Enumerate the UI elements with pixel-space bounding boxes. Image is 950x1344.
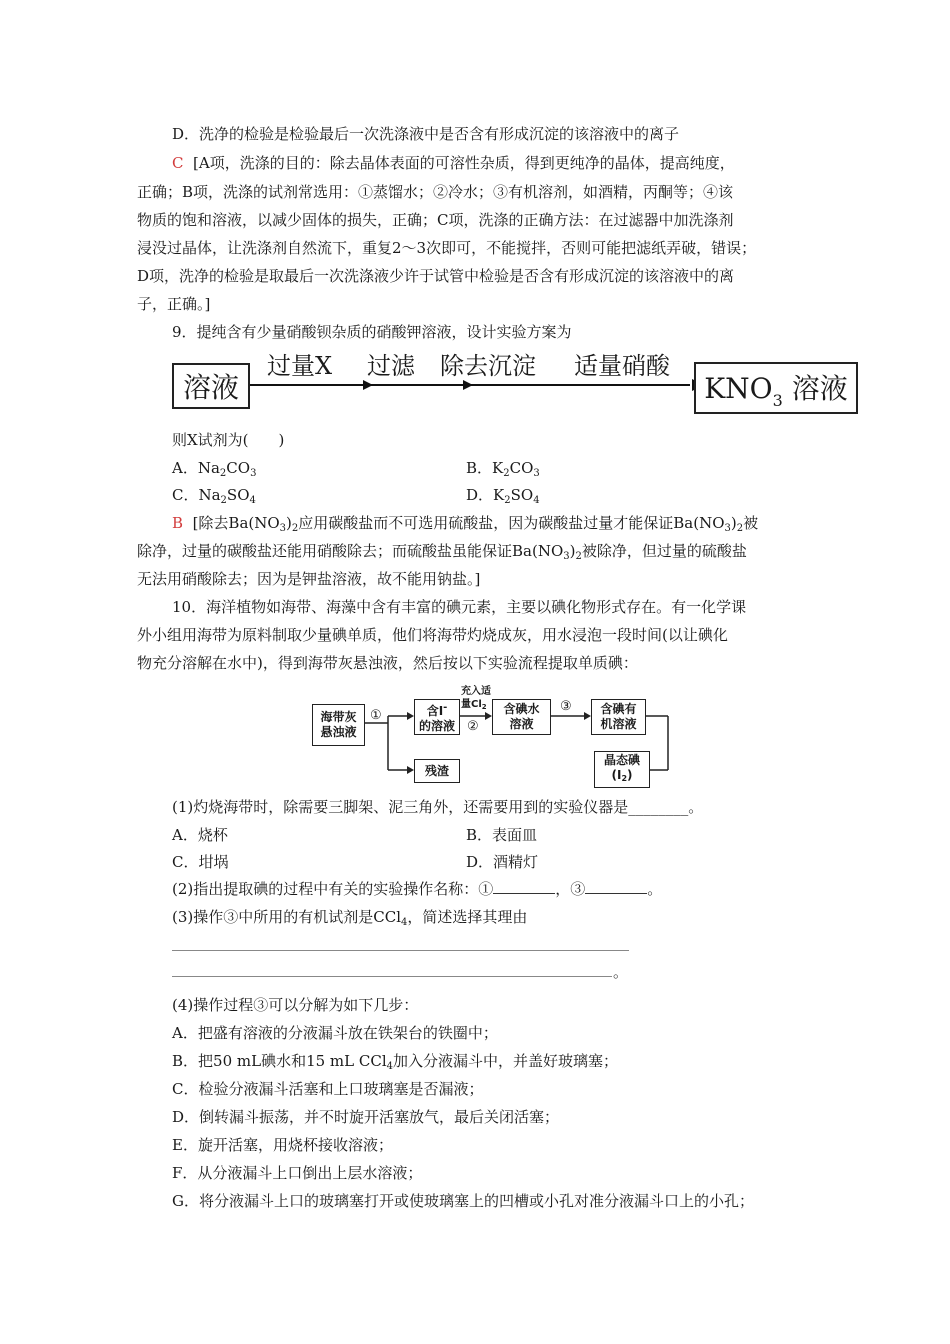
q10-part1-option-a: A．烧杯 [172, 826, 228, 844]
q9-flow-step2: 过滤 [367, 352, 415, 380]
q10-step-f: F．从分液漏斗上口倒出上层水溶液； [172, 1164, 423, 1182]
q9-option-b: B．$K_2CO_3$ [466, 459, 540, 479]
q9-answer-line-1: B [除去$Ba(NO_3)_2$应用碳酸盐而不可选用硫酸盐，因为碳酸盐过量才能保证$Ba(NO_3)_2$被 [172, 514, 759, 534]
q9-stem: 9．提纯含有少量硝酸钡杂质的硝酸钾溶液，设计实验方案为 [172, 323, 572, 341]
q10-stem-1: 10．海洋植物如海带、海藻中含有丰富的碘元素，主要以碘化物形式存在。有一化学课 [172, 598, 747, 616]
q10-part2: (2)指出提取碘的过程中有关的实验操作名称：① ，③ 。 [172, 880, 663, 898]
q10-flow-box-crystal-iodine: 晶态碘 (I2) [594, 751, 650, 788]
q10-part1-option-d: D．酒精灯 [466, 853, 539, 871]
q10-part1-option-c: C．坩埚 [172, 853, 229, 871]
q10-flow-step1: ① [370, 708, 382, 723]
q10-stem-2: 外小组用海带为原料制取少量碘单质，他们将海带灼烧成灰，用水浸泡一段时间(以让碘化 [137, 626, 728, 644]
q9-answer-letter: B [172, 514, 184, 532]
q10-step-e: E．旋开活塞，用烧杯接收溶液； [172, 1136, 393, 1154]
q9-flow-start-label: 溶液 [182, 371, 239, 404]
q9-explanation-2: 除净，过量的碳酸盐还能用硝酸除去；而硫酸盐虽能保证$Ba(NO_3)_2$被除净，但过量的硫酸盐 [137, 542, 747, 562]
q8-explanation-6: 子，正确。] [137, 295, 211, 313]
q10-flow-step3: ③ [560, 699, 572, 714]
q8-answer-letter: C [172, 154, 184, 172]
q9-option-a: A．$Na_2CO_3$ [172, 459, 257, 479]
q10-part2-blank-1[interactable] [493, 879, 555, 894]
q10-step-a: A．把盛有溶液的分液漏斗放在铁架台的铁圈中； [172, 1024, 498, 1042]
q9-explanation-3: 无法用硝酸除去；因为是钾盐溶液，故不能用钠盐。] [137, 570, 481, 588]
q10-flow-step2: ② [467, 719, 479, 734]
q10-part2-blank-3[interactable] [585, 879, 647, 894]
q8-explanation-2: 正确；B项，洗涤的试剂常选用：①蒸馏水；②冷水；③有机溶剂，如酒精，丙酮等；④该 [137, 183, 734, 201]
q8-explanation-5: D项，洗净的检验是取最后一次洗涤液少许于试管中检验是否含有形成沉淀的该溶液中的离 [137, 267, 735, 285]
q8-explanation-4: 浸没过晶体，让洗涤剂自然流下，重复2～3次即可，不能搅拌，否则可能把滤纸弄破，错误； [137, 239, 757, 257]
q10-flow-box-iodide: 含I- 的溶液 [414, 699, 460, 735]
q10-step-c: C．检验分液漏斗活塞和上口玻璃塞是否漏液； [172, 1080, 484, 1098]
q9-flow-step1: 过量X [267, 352, 333, 380]
q10-part4: (4)操作过程③可以分解为如下几步： [172, 996, 419, 1014]
q10-step-d: D．倒转漏斗振荡，并不时旋开活塞放气，最后关闭活塞； [172, 1108, 560, 1126]
q9-question: 则X试剂为( ) [172, 431, 285, 449]
q10-step-g: G．将分液漏斗上口的玻璃塞打开或使玻璃塞上的凹槽或小孔对准分液漏斗口上的小孔； [172, 1192, 754, 1210]
q10-stem-3: 物充分溶解在水中)，得到海带灰悬浊液，然后按以下实验流程提取单质碘： [137, 654, 638, 672]
q9-option-d: D．$K_2SO_4$ [466, 486, 540, 506]
q10-flow-box-kelp-ash: 海带灰 悬浊液 [312, 704, 365, 746]
q10-part3-answer-line-1[interactable] [172, 950, 629, 951]
q10-step-b: B．把50 mL碘水和15 mL CCl$_4$加入分液漏斗中，并盖好玻璃塞； [172, 1052, 619, 1072]
q10-part1-option-b: B．表面皿 [466, 826, 538, 844]
q8-option-d: D．洗净的检验是检验最后一次洗涤液中是否含有形成沉淀的该溶液中的离子 [172, 125, 680, 143]
q10-flow-add-cl2: 充入适 量$Cl_2$ [461, 686, 491, 711]
q9-flow-step3: 除去沉淀 [440, 352, 536, 380]
q8-explanation-1: [A项，洗涤的目的：除去晶体表面的可溶性杂质，得到更纯净的晶体，提高纯度， [193, 154, 735, 172]
q10-part3: (3)操作③中所用的有机试剂是CCl$_4$，简述选择其理由 [172, 908, 528, 928]
q10-part3-end: 。 [613, 963, 629, 981]
q10-part3-answer-line-2[interactable] [172, 976, 612, 977]
q10-flow-box-iodine-water: 含碘水 溶液 [492, 699, 551, 735]
q10-flow-box-residue: 残渣 [414, 759, 460, 783]
q9-option-c: C．$Na_2SO_4$ [172, 486, 256, 506]
q10-flow-box-organic: 含碘有 机溶液 [591, 699, 646, 735]
q8-explanation-3: 物质的饱和溶液，以减少固体的损失，正确；C项，洗涤的正确方法：在过滤器中加洗涤剂 [137, 211, 734, 229]
q9-flow-step4: 适量硝酸 [574, 352, 670, 380]
q9-flow-end-label: $KNO_3$ 溶液 [704, 371, 848, 410]
q10-part1: (1)灼烧海带时，除需要三脚架、泥三角外，还需要用到的实验仪器是________。 [172, 798, 704, 816]
